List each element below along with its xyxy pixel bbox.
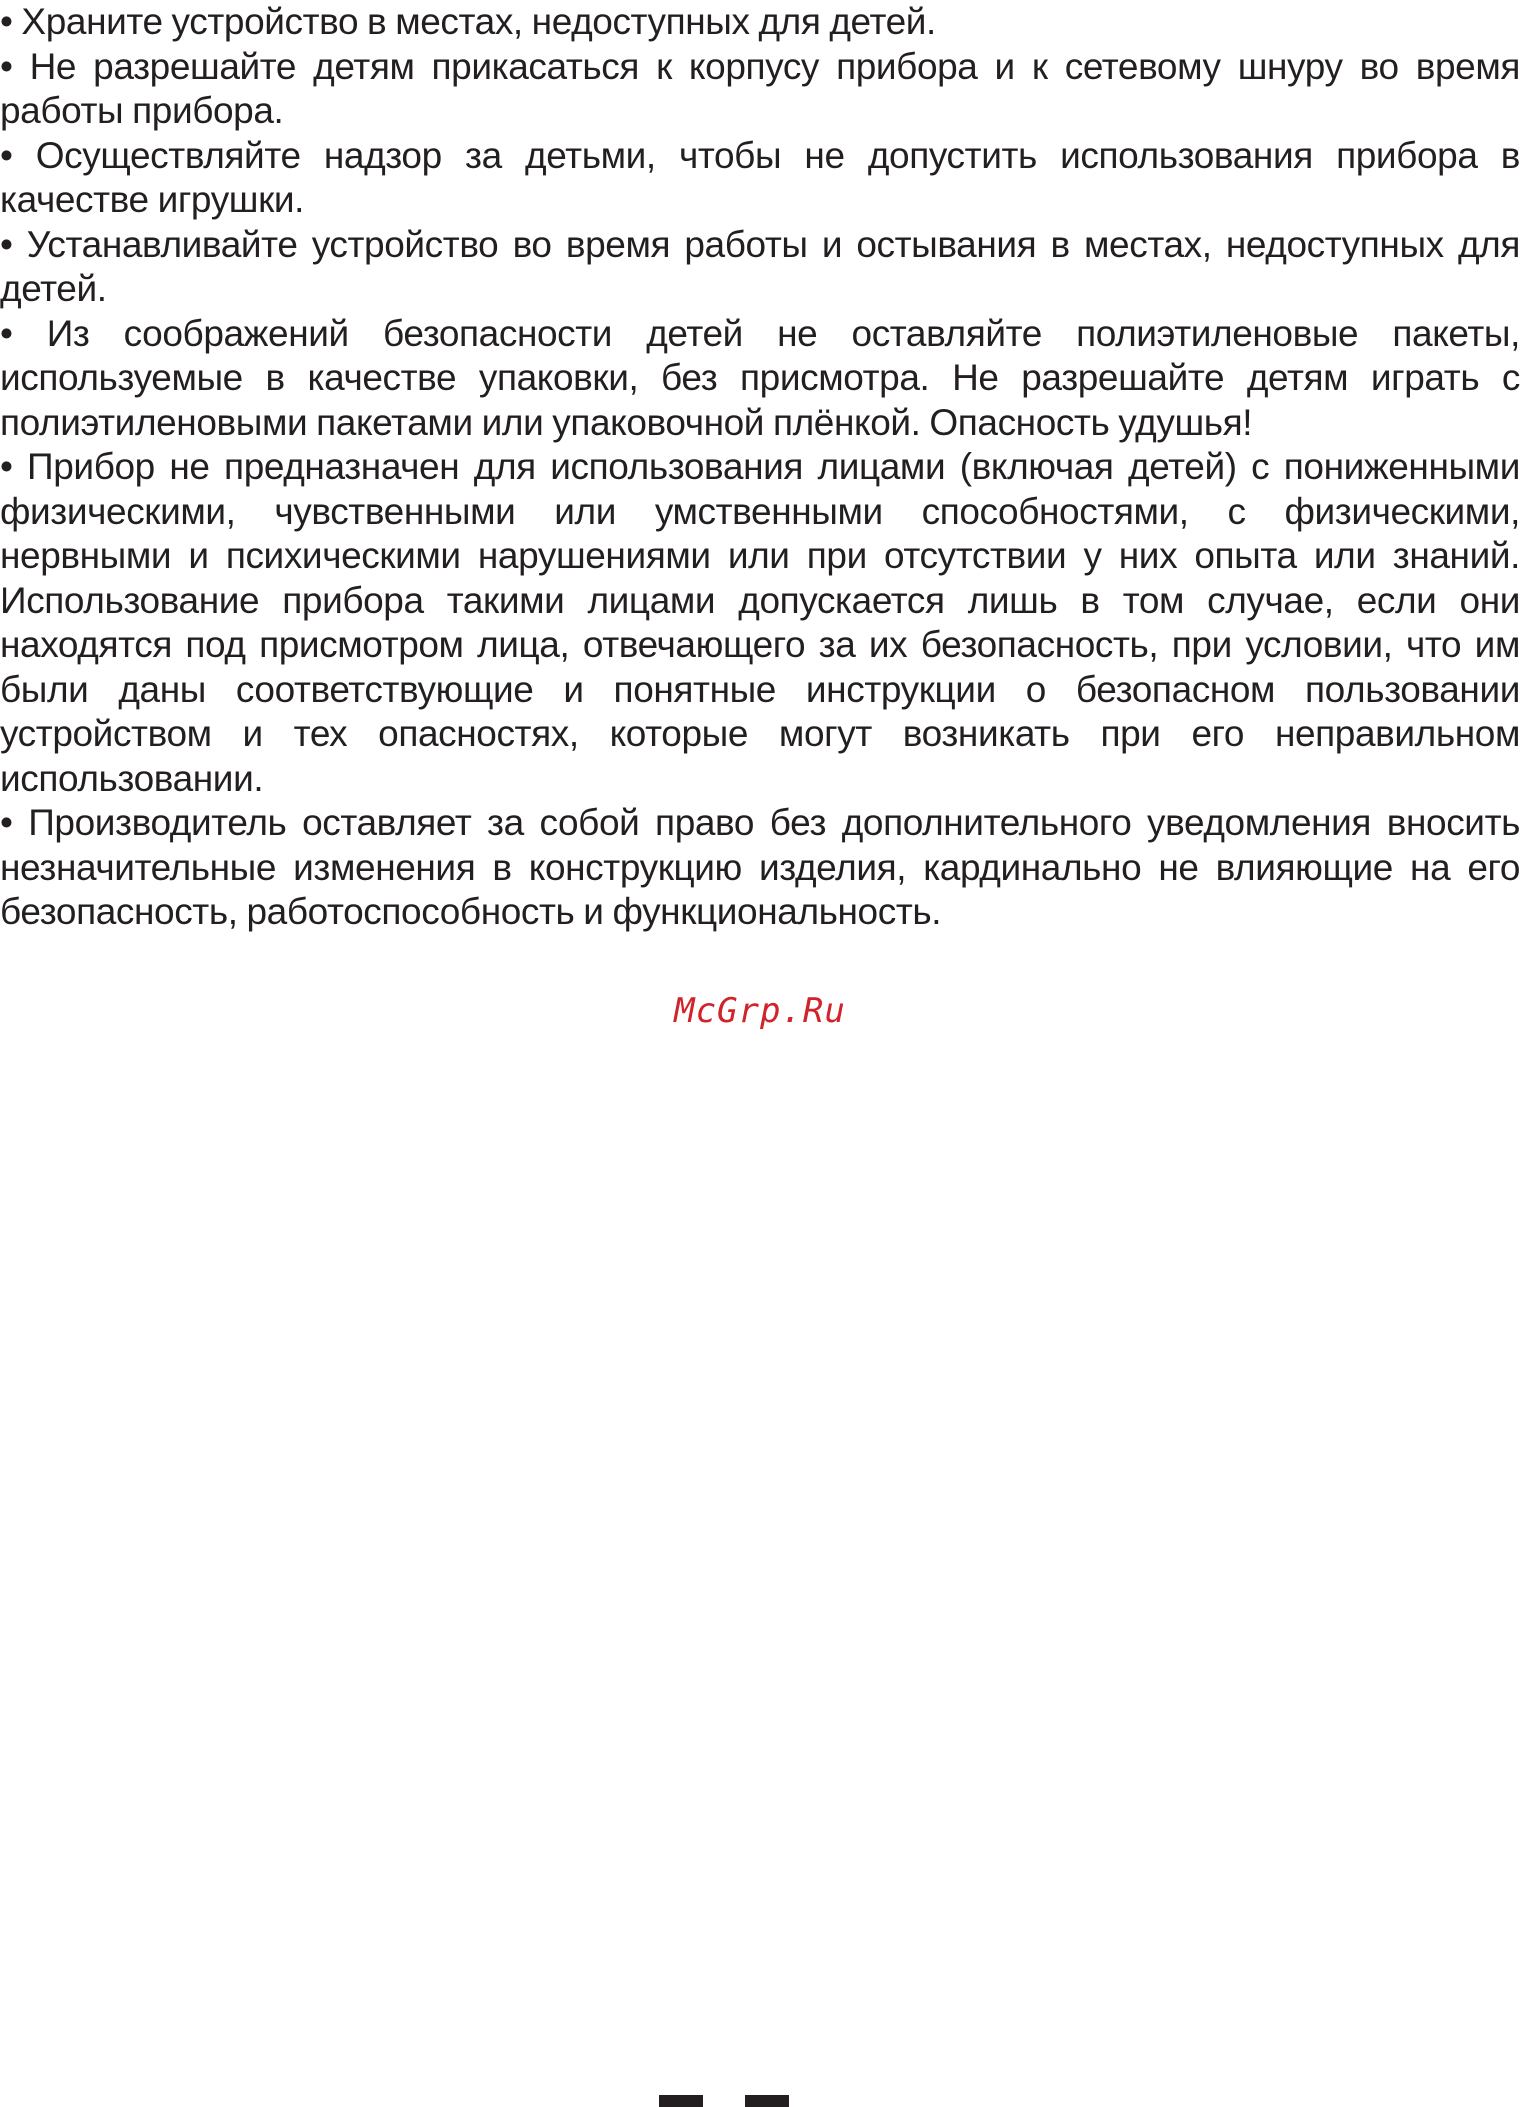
paragraph-2: • Не разрешайте детям прикасаться к корпусу прибора и к сетевому шнуру во время работы прибора. [0, 45, 1520, 131]
paragraph-6: • Прибор не предназначен для использования лицами (включая детей) с пониженными физическими, чувственными или умственными способностями, с физическими, нервными и психическими нарушениями или при отсутствии у них опыта или знаний. Использование прибора такими лицами допускается лишь в том случае, если они находятся под присмотром лица, отвечающего за их безопасность, при условии, что им были даны соответствующие и понятные инструкции о безопасном пользовании устройством и тех опасностях, которые могут возникать при его неправильном использовании. [0, 446, 1520, 799]
footer-mark-left [659, 2095, 703, 2107]
paragraph-7: • Производитель оставляет за собой право без дополнительного уведомления вносить незначительные изменения в конструкцию изделия, кардинально не влияющие на его безопасность, работоспособность и функциональность. [0, 802, 1520, 932]
paragraph-1: • Храните устройство в местах, недоступных для детей. [0, 1, 936, 42]
page-footer-marks [0, 2095, 1520, 2107]
footer-mark-right [745, 2095, 789, 2107]
document-body [0, 0, 1520, 935]
paragraph-4: • Устанавливайте устройство во время работы и остывания в местах, недоступных для детей. [0, 223, 1520, 309]
paragraph-5: • Из соображений безопасности детей не оставляйте полиэтиленовые пакеты, используемые в качестве упаковки, без присмотра. Не разрешайте детям играть с полиэтиленовыми пакетами или упаковочной плёнкой. Опасность удушья! [0, 312, 1520, 443]
paragraph-3: • Осуществляйте надзор за детьми, чтобы не допустить использования прибора в качестве игрушки. [0, 134, 1520, 220]
watermark: McGrp.Ru [674, 991, 846, 1031]
